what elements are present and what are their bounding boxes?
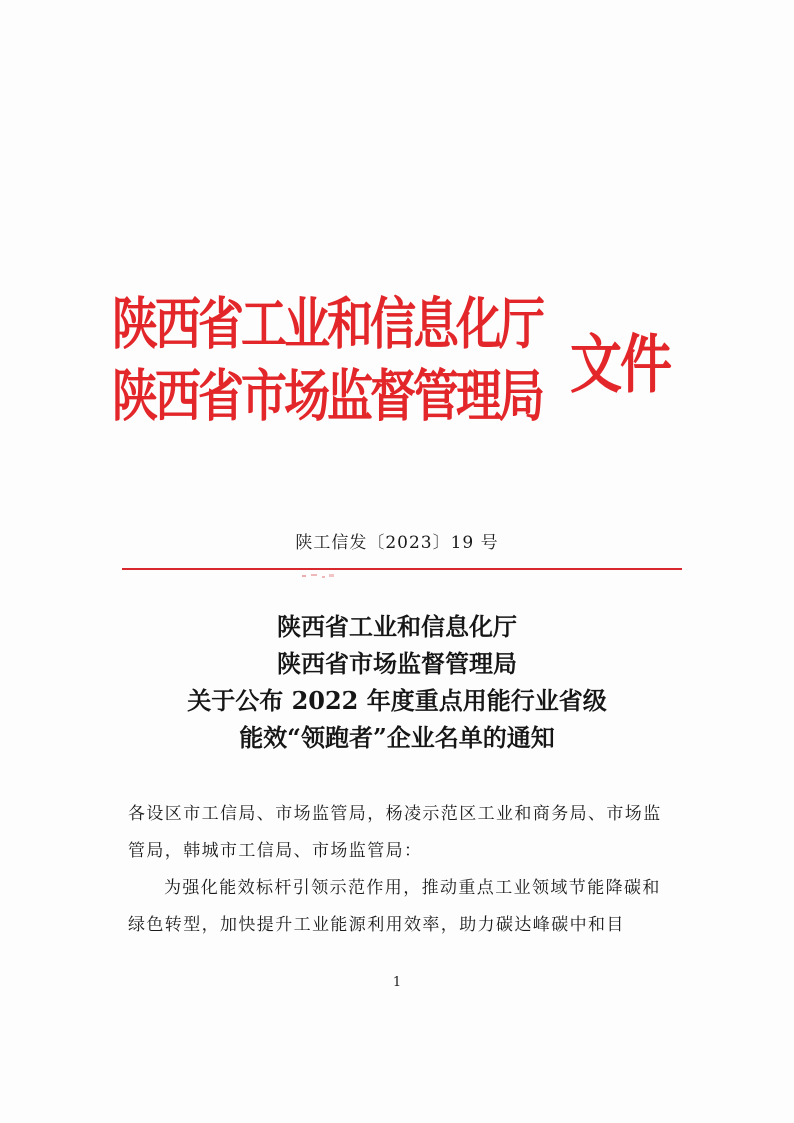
notice-title <box>0 608 794 756</box>
title-line: 陕西省市场监督管理局 <box>277 649 517 678</box>
issuer-name-2: 陕西省市场监督管理局 <box>112 363 542 429</box>
title-line: 关于公布 2022 年度重点用能行业省级 <box>187 686 607 715</box>
issuer-name-1: 陕西省工业和信息化厅 <box>112 291 542 357</box>
page-number: 1 <box>392 975 402 990</box>
addressee-paragraph: 各设区市工信局、市场监管局，杨凌示范区工业和商务局、市场监管局，韩城市工信局、市场监管局： <box>128 804 662 861</box>
seal-trace-mark <box>302 573 336 581</box>
title-line: 陕西省工业和信息化厅 <box>277 612 517 641</box>
document-type-label: 文件 <box>570 327 671 403</box>
red-divider-line <box>122 568 682 570</box>
body-paragraph: 为强化能效标杆引领示范作用，推动重点工业领域节能降碳和绿色转型，加快提升工业能源利用效率，助力碳达峰碳中和目 <box>128 878 661 935</box>
body-text <box>128 796 678 944</box>
title-line: 能效“领跑者”企业名单的通知 <box>239 723 555 752</box>
issuer-header <box>112 290 712 450</box>
document-number: 陕工信发〔2023〕19 号 <box>295 533 499 553</box>
